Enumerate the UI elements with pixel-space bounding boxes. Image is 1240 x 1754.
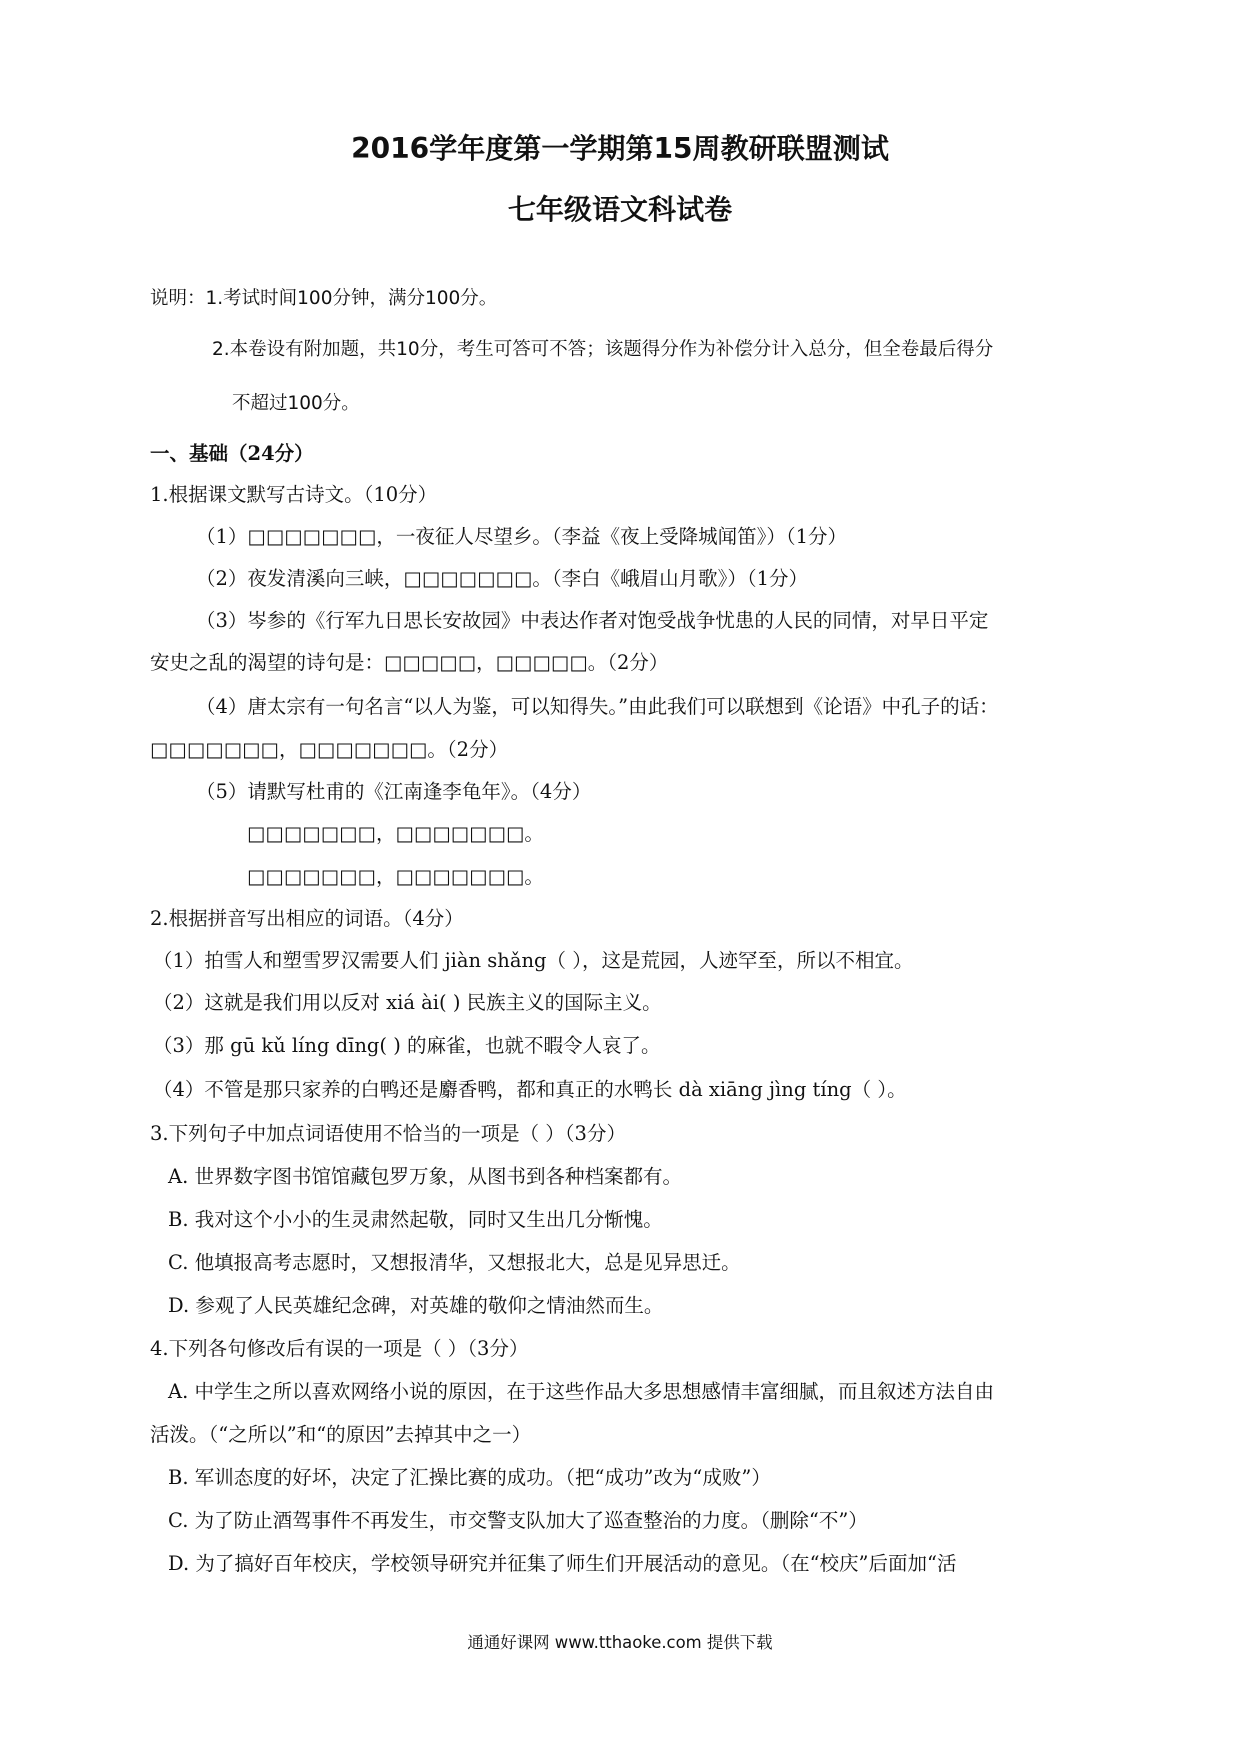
question-1-item-4a: （4）唐太宗有一句名言“以人为鉴，可以知得失。”由此我们可以联想到《论语》中孔子的话： [196, 695, 999, 718]
question-1-item-1: （1）□□□□□□□，一夜征人尽望乡。（李益《夜上受降城闻笛》）（1分） [196, 525, 848, 548]
section-heading: 一、基础（24分） [150, 442, 314, 465]
question-4-stem: 4.下列各句修改后有误的一项是（ ）（3分） [150, 1337, 529, 1360]
question-2-item-1: （1）拍雪人和塑雪罗汉需要人们 jiàn shǎng（ ），这是荒园，人迹罕至，所以不相宜。 [153, 949, 914, 972]
question-3-stem: 3.下列句子中加点词语使用不恰当的一项是（ ）（3分） [150, 1122, 626, 1145]
footer-credit: 通通好课网 www.tthaoke.com 提供下载 [467, 1633, 773, 1652]
poem-answer-line-1: □□□□□□□，□□□□□□□。 [247, 822, 544, 845]
question-4-option-c: C. 为了防止酒驾事件不再发生，市交警支队加大了巡查整治的力度。（删除“不”） [168, 1509, 868, 1532]
question-2-stem: 2.根据拼音写出相应的词语。（4分） [150, 907, 464, 930]
question-1-item-5: （5）请默写杜甫的《江南逢李龟年》。（4分） [196, 780, 592, 803]
question-2-item-2: （2）这就是我们用以反对 xiá ài( ) 民族主义的国际主义。 [153, 991, 662, 1014]
question-4-option-a-cont: 活泼。（“之所以”和“的原因”去掉其中之一） [150, 1423, 532, 1446]
exam-subtitle: 七年级语文科试卷 [507, 193, 733, 226]
question-1-item-3a: （3）岑参的《行军九日思长安故园》中表达作者对饱受战争忧患的人民的同情，对早日平定 [196, 609, 989, 632]
poem-answer-line-2: □□□□□□□，□□□□□□□。 [247, 865, 544, 888]
instructions-line-2: 2.本卷设有附加题，共10分，考生可答可不答；该题得分作为补偿分计入总分，但全卷最后得分 [212, 339, 994, 360]
question-1-item-2: （2）夜发清溪向三峡，□□□□□□□。（李白《峨眉山月歌》）（1分） [196, 567, 809, 590]
question-3-option-c: C. 他填报高考志愿时，又想报清华，又想报北大，总是见异思迁。 [168, 1251, 741, 1274]
exam-title: 2016学年度第一学期第15周教研联盟测试 [351, 132, 889, 165]
question-2-item-4: （4）不管是那只家养的白鸭还是麝香鸭，都和真正的水鸭长 dà xiāng jìng tíng（ ）。 [153, 1078, 907, 1101]
question-1-item-3b: 安史之乱的渴望的诗句是：□□□□□，□□□□□。（2分） [150, 651, 669, 674]
question-4-option-d: D. 为了搞好百年校庆，学校领导研究并征集了师生们开展活动的意见。（在“校庆”后面加“活 [168, 1552, 957, 1575]
instructions-line-1: 说明：1.考试时间100分钟，满分100分。 [150, 288, 498, 309]
question-1-stem: 1.根据课文默写古诗文。（10分） [150, 483, 438, 506]
question-2-item-3: （3）那 gū kǔ líng dīng( ) 的麻雀，也就不暇令人哀了。 [153, 1034, 661, 1057]
question-4-option-b: B. 军训态度的好坏，决定了汇操比赛的成功。（把“成功”改为“成败”） [168, 1466, 771, 1489]
question-1-item-4b: □□□□□□□，□□□□□□□。（2分） [150, 738, 509, 761]
instructions-line-3: 不超过100分。 [232, 393, 360, 414]
question-3-option-b: B. 我对这个小小的生灵肃然起敬，同时又生出几分惭愧。 [168, 1208, 663, 1231]
question-4-option-a: A. 中学生之所以喜欢网络小说的原因，在于这些作品大多思想感情丰富细腻，而且叙述方法自由 [168, 1380, 994, 1403]
question-3-option-d: D. 参观了人民英雄纪念碑，对英雄的敬仰之情油然而生。 [168, 1294, 664, 1317]
question-3-option-a: A. 世界数字图书馆馆藏包罗万象，从图书到各种档案都有。 [168, 1165, 682, 1188]
